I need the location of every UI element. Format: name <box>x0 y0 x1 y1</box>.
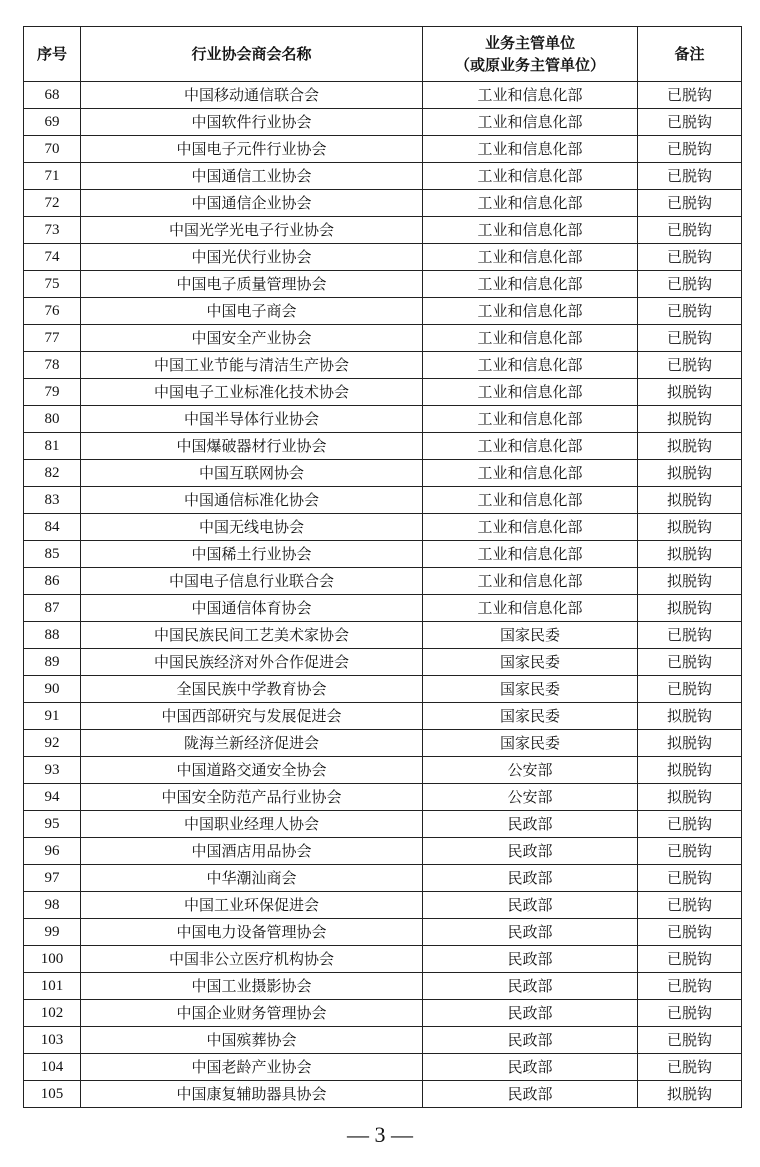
cell-note: 已脱钩 <box>638 325 742 352</box>
cell-name: 中国电子元件行业协会 <box>81 136 423 163</box>
cell-dept: 民政部 <box>423 946 638 973</box>
cell-name: 中国民族民间工艺美术家协会 <box>81 622 423 649</box>
cell-name: 中国电子工业标准化技术协会 <box>81 379 423 406</box>
cell-dept: 工业和信息化部 <box>423 352 638 379</box>
cell-name: 中国通信企业协会 <box>81 190 423 217</box>
cell-name: 中国无线电协会 <box>81 514 423 541</box>
cell-dept: 国家民委 <box>423 730 638 757</box>
cell-dept: 工业和信息化部 <box>423 163 638 190</box>
cell-seq: 104 <box>24 1054 81 1081</box>
cell-seq: 83 <box>24 487 81 514</box>
cell-name: 中国非公立医疗机构协会 <box>81 946 423 973</box>
table-row <box>24 595 742 622</box>
cell-seq: 87 <box>24 595 81 622</box>
cell-name: 中国殡葬协会 <box>81 1027 423 1054</box>
table-row <box>24 271 742 298</box>
cell-name: 中国老龄产业协会 <box>81 1054 423 1081</box>
cell-note: 拟脱钩 <box>638 379 742 406</box>
cell-seq: 89 <box>24 649 81 676</box>
table-row <box>24 514 742 541</box>
cell-note: 已脱钩 <box>638 865 742 892</box>
cell-note: 拟脱钩 <box>638 730 742 757</box>
cell-dept: 工业和信息化部 <box>423 406 638 433</box>
cell-name: 中国通信工业协会 <box>81 163 423 190</box>
table-row <box>24 109 742 136</box>
cell-dept: 工业和信息化部 <box>423 271 638 298</box>
cell-name: 中国道路交通安全协会 <box>81 757 423 784</box>
cell-note: 已脱钩 <box>638 946 742 973</box>
cell-note: 已脱钩 <box>638 973 742 1000</box>
cell-seq: 71 <box>24 163 81 190</box>
cell-note: 已脱钩 <box>638 892 742 919</box>
cell-name: 中国光学光电子行业协会 <box>81 217 423 244</box>
cell-name: 中国康复辅助器具协会 <box>81 1081 423 1108</box>
cell-name: 中国工业节能与清洁生产协会 <box>81 352 423 379</box>
table-row <box>24 325 742 352</box>
cell-note: 已脱钩 <box>638 352 742 379</box>
cell-seq: 72 <box>24 190 81 217</box>
cell-dept: 民政部 <box>423 1000 638 1027</box>
cell-name: 中国西部研究与发展促进会 <box>81 703 423 730</box>
cell-dept: 民政部 <box>423 1081 638 1108</box>
table-row <box>24 541 742 568</box>
cell-note: 已脱钩 <box>638 811 742 838</box>
cell-dept: 工业和信息化部 <box>423 541 638 568</box>
association-table <box>23 26 742 1108</box>
cell-name: 中国移动通信联合会 <box>81 82 423 109</box>
table-row <box>24 163 742 190</box>
cell-note: 已脱钩 <box>638 1027 742 1054</box>
table-row <box>24 811 742 838</box>
cell-dept: 民政部 <box>423 838 638 865</box>
cell-dept: 工业和信息化部 <box>423 379 638 406</box>
cell-note: 已脱钩 <box>638 82 742 109</box>
table-row <box>24 379 742 406</box>
table-row <box>24 730 742 757</box>
table-row <box>24 433 742 460</box>
cell-dept: 民政部 <box>423 919 638 946</box>
cell-note: 已脱钩 <box>638 163 742 190</box>
cell-name: 中国电力设备管理协会 <box>81 919 423 946</box>
cell-dept: 工业和信息化部 <box>423 82 638 109</box>
cell-dept: 工业和信息化部 <box>423 595 638 622</box>
table-row <box>24 865 742 892</box>
cell-seq: 79 <box>24 379 81 406</box>
table-row <box>24 919 742 946</box>
table-row <box>24 460 742 487</box>
cell-name: 中国民族经济对外合作促进会 <box>81 649 423 676</box>
cell-seq: 82 <box>24 460 81 487</box>
cell-note: 拟脱钩 <box>638 757 742 784</box>
cell-name: 中国职业经理人协会 <box>81 811 423 838</box>
cell-seq: 81 <box>24 433 81 460</box>
cell-dept: 工业和信息化部 <box>423 244 638 271</box>
table-row <box>24 298 742 325</box>
cell-name: 陇海兰新经济促进会 <box>81 730 423 757</box>
header-dept-line1: 业务主管单位 <box>484 34 575 52</box>
cell-seq: 92 <box>24 730 81 757</box>
cell-name: 中国安全产业协会 <box>81 325 423 352</box>
cell-dept: 工业和信息化部 <box>423 217 638 244</box>
cell-note: 已脱钩 <box>638 244 742 271</box>
table-row <box>24 973 742 1000</box>
cell-seq: 74 <box>24 244 81 271</box>
cell-seq: 75 <box>24 271 81 298</box>
table-row <box>24 406 742 433</box>
cell-name: 中国光伏行业协会 <box>81 244 423 271</box>
cell-note: 已脱钩 <box>638 676 742 703</box>
cell-dept: 工业和信息化部 <box>423 325 638 352</box>
table-row <box>24 190 742 217</box>
cell-name: 中国安全防范产品行业协会 <box>81 784 423 811</box>
table-row <box>24 622 742 649</box>
table-row <box>24 1054 742 1081</box>
cell-dept: 工业和信息化部 <box>423 487 638 514</box>
table-row <box>24 352 742 379</box>
cell-note: 拟脱钩 <box>638 541 742 568</box>
cell-note: 已脱钩 <box>638 271 742 298</box>
table-row <box>24 676 742 703</box>
table-row <box>24 1081 742 1108</box>
cell-seq: 98 <box>24 892 81 919</box>
cell-seq: 73 <box>24 217 81 244</box>
cell-seq: 101 <box>24 973 81 1000</box>
cell-name: 全国民族中学教育协会 <box>81 676 423 703</box>
cell-seq: 86 <box>24 568 81 595</box>
cell-dept: 工业和信息化部 <box>423 298 638 325</box>
cell-seq: 103 <box>24 1027 81 1054</box>
cell-name: 中国电子商会 <box>81 298 423 325</box>
cell-name: 中国工业环保促进会 <box>81 892 423 919</box>
cell-dept: 民政部 <box>423 973 638 1000</box>
cell-dept: 工业和信息化部 <box>423 109 638 136</box>
cell-note: 已脱钩 <box>638 649 742 676</box>
table-header <box>24 27 742 82</box>
table-row <box>24 757 742 784</box>
table-row <box>24 568 742 595</box>
cell-seq: 88 <box>24 622 81 649</box>
cell-seq: 78 <box>24 352 81 379</box>
header-name: 行业协会商会名称 <box>81 27 423 82</box>
cell-seq: 102 <box>24 1000 81 1027</box>
cell-note: 已脱钩 <box>638 217 742 244</box>
cell-name: 中国酒店用品协会 <box>81 838 423 865</box>
table-row <box>24 703 742 730</box>
cell-dept: 民政部 <box>423 865 638 892</box>
table-row <box>24 1000 742 1027</box>
cell-dept: 民政部 <box>423 1027 638 1054</box>
cell-name: 中国通信体育协会 <box>81 595 423 622</box>
cell-seq: 96 <box>24 838 81 865</box>
cell-note: 拟脱钩 <box>638 1081 742 1108</box>
cell-note: 已脱钩 <box>638 1054 742 1081</box>
cell-note: 拟脱钩 <box>638 784 742 811</box>
cell-seq: 99 <box>24 919 81 946</box>
cell-seq: 95 <box>24 811 81 838</box>
table-row <box>24 487 742 514</box>
cell-dept: 国家民委 <box>423 676 638 703</box>
cell-name: 中国爆破器材行业协会 <box>81 433 423 460</box>
cell-dept: 民政部 <box>423 892 638 919</box>
cell-dept: 工业和信息化部 <box>423 433 638 460</box>
cell-seq: 85 <box>24 541 81 568</box>
cell-seq: 84 <box>24 514 81 541</box>
cell-seq: 68 <box>24 82 81 109</box>
header-seq: 序号 <box>24 27 81 82</box>
cell-dept: 公安部 <box>423 757 638 784</box>
cell-note: 拟脱钩 <box>638 433 742 460</box>
cell-dept: 工业和信息化部 <box>423 514 638 541</box>
cell-name: 中国电子质量管理协会 <box>81 271 423 298</box>
cell-note: 已脱钩 <box>638 838 742 865</box>
cell-seq: 70 <box>24 136 81 163</box>
cell-dept: 国家民委 <box>423 649 638 676</box>
cell-note: 已脱钩 <box>638 919 742 946</box>
table-row <box>24 244 742 271</box>
table-row <box>24 136 742 163</box>
cell-name: 中国稀土行业协会 <box>81 541 423 568</box>
cell-note: 拟脱钩 <box>638 595 742 622</box>
page-number: — 3 — <box>347 1122 413 1147</box>
table-row <box>24 649 742 676</box>
table-row <box>24 1027 742 1054</box>
cell-name: 中国互联网协会 <box>81 460 423 487</box>
cell-seq: 100 <box>24 946 81 973</box>
cell-dept: 民政部 <box>423 1054 638 1081</box>
cell-name: 中国企业财务管理协会 <box>81 1000 423 1027</box>
header-dept-line2: （或原业务主管单位） <box>454 56 605 74</box>
cell-dept: 工业和信息化部 <box>423 568 638 595</box>
cell-seq: 76 <box>24 298 81 325</box>
cell-seq: 80 <box>24 406 81 433</box>
cell-seq: 77 <box>24 325 81 352</box>
cell-note: 拟脱钩 <box>638 487 742 514</box>
cell-note: 已脱钩 <box>638 190 742 217</box>
cell-seq: 97 <box>24 865 81 892</box>
table-body <box>24 82 742 1108</box>
cell-name: 中国半导体行业协会 <box>81 406 423 433</box>
cell-dept: 工业和信息化部 <box>423 460 638 487</box>
cell-note: 拟脱钩 <box>638 460 742 487</box>
table-row <box>24 784 742 811</box>
cell-note: 已脱钩 <box>638 136 742 163</box>
cell-dept: 公安部 <box>423 784 638 811</box>
cell-name: 中国软件行业协会 <box>81 109 423 136</box>
cell-note: 拟脱钩 <box>638 406 742 433</box>
table-row <box>24 892 742 919</box>
header-dept <box>423 27 638 82</box>
cell-dept: 国家民委 <box>423 622 638 649</box>
cell-note: 拟脱钩 <box>638 514 742 541</box>
table-row <box>24 946 742 973</box>
header-note: 备注 <box>638 27 742 82</box>
table-row <box>24 217 742 244</box>
cell-seq: 93 <box>24 757 81 784</box>
cell-note: 已脱钩 <box>638 298 742 325</box>
cell-note: 已脱钩 <box>638 622 742 649</box>
cell-dept: 工业和信息化部 <box>423 190 638 217</box>
cell-dept: 国家民委 <box>423 703 638 730</box>
cell-dept: 工业和信息化部 <box>423 136 638 163</box>
cell-seq: 90 <box>24 676 81 703</box>
cell-dept: 民政部 <box>423 811 638 838</box>
cell-name: 中华潮汕商会 <box>81 865 423 892</box>
cell-note: 拟脱钩 <box>638 703 742 730</box>
cell-name: 中国通信标准化协会 <box>81 487 423 514</box>
header-row <box>24 27 742 82</box>
cell-seq: 91 <box>24 703 81 730</box>
cell-name: 中国工业摄影协会 <box>81 973 423 1000</box>
cell-note: 已脱钩 <box>638 1000 742 1027</box>
cell-seq: 94 <box>24 784 81 811</box>
cell-name: 中国电子信息行业联合会 <box>81 568 423 595</box>
cell-note: 拟脱钩 <box>638 568 742 595</box>
table-row <box>24 838 742 865</box>
table-row <box>24 82 742 109</box>
cell-seq: 105 <box>24 1081 81 1108</box>
cell-seq: 69 <box>24 109 81 136</box>
cell-note: 已脱钩 <box>638 109 742 136</box>
